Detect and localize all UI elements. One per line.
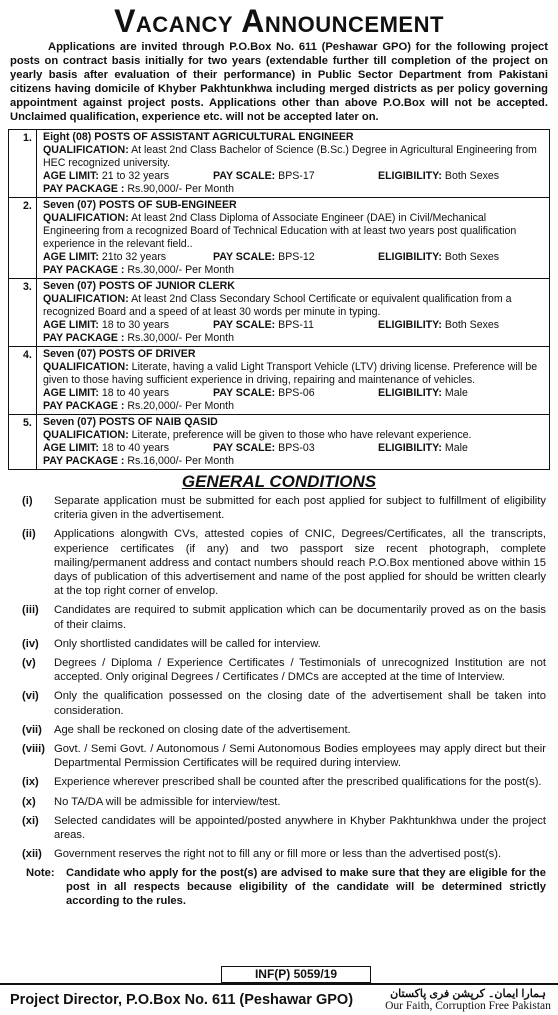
slogan-urdu: ہمارا ایمان۔ کرپشن فری پاکستان	[390, 987, 546, 1000]
post-title: Seven (07) POSTS OF SUB-ENGINEER	[43, 199, 237, 211]
pay-scale-label: PAY SCALE:	[213, 387, 276, 399]
footer	[0, 983, 558, 1015]
eligibility-label: ELIGIBILITY:	[378, 319, 442, 331]
pay-scale-value: BPS-12	[278, 251, 315, 263]
condition-number: (ii)	[22, 528, 36, 541]
project-director: Project Director, P.O.Box No. 611 (Peshawar GPO)	[10, 992, 354, 1008]
eligibility-value: Both Sexes	[444, 319, 500, 331]
post-qualification	[43, 212, 545, 251]
eligibility-value: Both Sexes	[444, 251, 500, 263]
condition-item	[6, 494, 552, 522]
condition-number: (iv)	[22, 637, 39, 650]
post-qualification	[43, 293, 545, 319]
pay-scale-value: BPS-06	[278, 387, 315, 399]
age-limit-value: 18 to 30 years	[101, 319, 169, 331]
condition-text: Experience wherever prescribed shall be counted after the prescribed qualifications for the post(s).	[54, 776, 542, 789]
condition-number: (viii)	[22, 743, 45, 756]
posts-table	[8, 129, 550, 470]
post-terms	[43, 387, 545, 400]
condition-text: Govt. / Semi Govt. / Autonomous / Semi Autonomous Bodies employees may apply direct but their Departmental Permission Certificates will be required during interview.	[54, 743, 546, 770]
age-limit-value: 21 to 32 years	[101, 170, 169, 182]
eligibility-value: Male	[444, 442, 468, 454]
age-limit-label: AGE LIMIT:	[43, 442, 99, 454]
condition-text: Only the qualification possessed on the closing date of the advertisement shall be taken into consideration.	[54, 690, 546, 717]
intro-paragraph	[6, 40, 552, 124]
eligibility-label: ELIGIBILITY:	[378, 442, 442, 454]
post-pay	[43, 455, 545, 468]
condition-item	[6, 775, 552, 789]
condition-number: (iii)	[22, 604, 39, 617]
condition-item	[6, 656, 552, 684]
pay-scale-label: PAY SCALE:	[213, 170, 276, 182]
pay-package-label: PAY PACKAGE :	[43, 400, 125, 412]
conditions-list	[6, 494, 552, 861]
post-terms	[43, 251, 545, 264]
qualification-label: QUALIFICATION:	[43, 361, 129, 373]
pay-package-label: PAY PACKAGE :	[43, 332, 125, 344]
age-limit-label: AGE LIMIT:	[43, 387, 99, 399]
age-limit-value: 18 to 40 years	[101, 387, 169, 399]
post-pay	[43, 183, 545, 196]
condition-item	[6, 742, 552, 770]
pay-scale-value: BPS-03	[278, 442, 315, 454]
condition-number: (vii)	[22, 723, 42, 736]
post-title: Seven (07) POSTS OF DRIVER	[43, 348, 196, 360]
post-pay	[43, 400, 545, 413]
post-terms	[43, 319, 545, 332]
qualification-text: At least 2nd Class Secondary School Certificate or equivalent qualification from a recognized Board and a speed of at least 30 words per minute in typing.	[43, 293, 512, 318]
qualification-label: QUALIFICATION:	[43, 429, 129, 441]
condition-text: No TA/DA will be admissible for interview/test.	[54, 795, 281, 808]
note-label: Note:	[26, 867, 55, 880]
post-number: 5.	[9, 415, 37, 469]
pay-scale-value: BPS-17	[278, 170, 315, 182]
post-number: 4.	[9, 347, 37, 414]
page-title: Vacancy Announcement	[114, 3, 444, 39]
post-row	[9, 415, 549, 469]
pay-scale-label: PAY SCALE:	[213, 319, 276, 331]
condition-item	[6, 723, 552, 737]
pay-package-value: Rs.16,000/- Per Month	[127, 455, 234, 467]
condition-number: (v)	[22, 657, 36, 670]
pay-package-value: Rs.30,000/- Per Month	[127, 264, 234, 276]
age-limit-label: AGE LIMIT:	[43, 319, 99, 331]
qualification-text: At least 2nd Class Bachelor of Science (B.Sc.) Degree in Agricultural Engineering from HEC recognized university.	[43, 144, 537, 169]
post-row	[9, 347, 549, 415]
condition-text: Degrees / Diploma / Experience Certificates / Testimonials of unrecognized Institution are not accepted. Only original Degrees / Certificates / DMCs are accepted at the time of Interview.	[54, 657, 546, 684]
reference-number: INF(P) 5059/19	[221, 966, 371, 983]
post-row	[9, 279, 549, 347]
post-number: 1.	[9, 130, 37, 197]
general-conditions-heading: GENERAL CONDITIONS	[181, 472, 377, 491]
qualification-label: QUALIFICATION:	[43, 212, 129, 224]
condition-text: Separate application must be submitted for each post applied for subject to fulfillment of eligibility criteria given in the advertisement.	[54, 495, 546, 522]
condition-item	[6, 527, 552, 598]
pay-scale-label: PAY SCALE:	[213, 251, 276, 263]
condition-number: (ix)	[22, 776, 39, 789]
condition-text: Government reserves the right not to fill any or fill more or less than the advertised post(s).	[54, 848, 502, 861]
slogan-english: Our Faith, Corruption Free Pakistan	[385, 999, 551, 1012]
condition-item	[6, 847, 552, 861]
slogan	[378, 988, 558, 1013]
pay-package-value: Rs.20,000/- Per Month	[127, 400, 234, 412]
condition-item	[6, 603, 552, 631]
note	[6, 866, 552, 908]
pay-package-value: Rs.90,000/- Per Month	[127, 183, 234, 195]
qualification-label: QUALIFICATION:	[43, 144, 129, 156]
post-title: Eight (08) POSTS OF ASSISTANT AGRICULTURAL ENGINEER	[43, 131, 354, 143]
post-details	[37, 347, 549, 414]
condition-text: Candidates are required to submit application which can be documentarily proved as on the basis of their claims.	[54, 604, 546, 631]
pay-package-value: Rs.30,000/- Per Month	[127, 332, 234, 344]
post-row	[9, 130, 549, 198]
post-qualification	[43, 429, 545, 442]
post-terms	[43, 442, 545, 455]
post-title: Seven (07) POSTS OF JUNIOR CLERK	[43, 280, 235, 292]
post-number: 3.	[9, 279, 37, 346]
condition-item	[6, 814, 552, 842]
post-pay	[43, 264, 545, 277]
age-limit-value: 21to 32 years	[101, 251, 167, 263]
intro-text: Applications are invited through P.O.Box No. 611 (Peshawar GPO) for the following project posts on contract basis initially for two years (extendable further till completion of the project on yearly basis after evaluation of their performance) in Public Sector Department from Pakistani citizens having domicile of Khyber Pakhtunkhwa including merged districts as per policy governing appointment against project posts. Applications other than above P.O.Box will not be accepted. Unclaimed qualification, experience etc. will not be accepted later on.	[10, 41, 548, 123]
eligibility-label: ELIGIBILITY:	[378, 251, 442, 263]
post-row	[9, 198, 549, 279]
condition-number: (xi)	[22, 814, 39, 827]
eligibility-label: ELIGIBILITY:	[378, 170, 442, 182]
condition-item	[6, 689, 552, 717]
pay-package-label: PAY PACKAGE :	[43, 264, 125, 276]
post-details	[37, 198, 549, 278]
condition-number: (x)	[22, 795, 36, 808]
condition-text: Selected candidates will be appointed/posted anywhere in Khyber Pakhtunkhwa under the project areas.	[54, 814, 546, 842]
note-text: Candidate who apply for the post(s) are advised to make sure that they are eligible for the post in all respects because eligibility of the candidate will be determined strictly according to the rules.	[66, 867, 546, 908]
condition-number: (i)	[22, 495, 33, 507]
pay-scale-value: BPS-11	[278, 319, 314, 331]
post-title: Seven (07) POSTS OF NAIB QASID	[43, 416, 218, 428]
pay-scale-label: PAY SCALE:	[213, 442, 276, 454]
pay-package-label: PAY PACKAGE :	[43, 455, 125, 467]
age-limit-value: 18 to 40 years	[101, 442, 169, 454]
qualification-text: Literate, preference will be given to those who have relevant experience.	[131, 429, 472, 441]
age-limit-label: AGE LIMIT:	[43, 170, 99, 182]
post-pay	[43, 332, 545, 345]
condition-text: Age shall be reckoned on closing date of the advertisement.	[54, 723, 351, 736]
condition-number: (vi)	[22, 690, 39, 703]
condition-text: Applications alongwith CVs, attested copies of CNIC, Degrees/Certificates, all the transcripts, experience certificates (if any) and two passport size recent photograph, complete mailing/permanent address and contact numbers should reach P.O.Box mentioned above within 15 days of publication of this advertisement and name of the post applied for should be written clearly at the top right corner of envelop.	[54, 528, 546, 598]
post-qualification	[43, 361, 545, 387]
post-number: 2.	[9, 198, 37, 278]
post-details	[37, 279, 549, 346]
age-limit-label: AGE LIMIT:	[43, 251, 99, 263]
post-details	[37, 130, 549, 197]
qualification-text: Literate, having a valid Light Transport Vehicle (LTV) driving license. Preference will be given to those having sufficient experience in driving, repairing and maintenance of vehicles.	[43, 361, 538, 386]
condition-number: (xii)	[22, 848, 42, 861]
condition-text: Only shortlisted candidates will be called for interview.	[54, 637, 321, 650]
qualification-label: QUALIFICATION:	[43, 293, 129, 305]
condition-item	[6, 637, 552, 651]
condition-item	[6, 795, 552, 809]
post-qualification	[43, 144, 545, 170]
post-details	[37, 415, 549, 469]
eligibility-label: ELIGIBILITY:	[378, 387, 442, 399]
eligibility-value: Male	[444, 387, 468, 399]
qualification-text: At least 2nd Class Diploma of Associate Engineer (DAE) in Civil/Mechanical Engineering from a recognized Board of Technical Education with at least two years post qualification experience in the relevant field..	[43, 212, 517, 250]
eligibility-value: Both Sexes	[444, 170, 500, 182]
pay-package-label: PAY PACKAGE :	[43, 183, 125, 195]
post-terms	[43, 170, 545, 183]
